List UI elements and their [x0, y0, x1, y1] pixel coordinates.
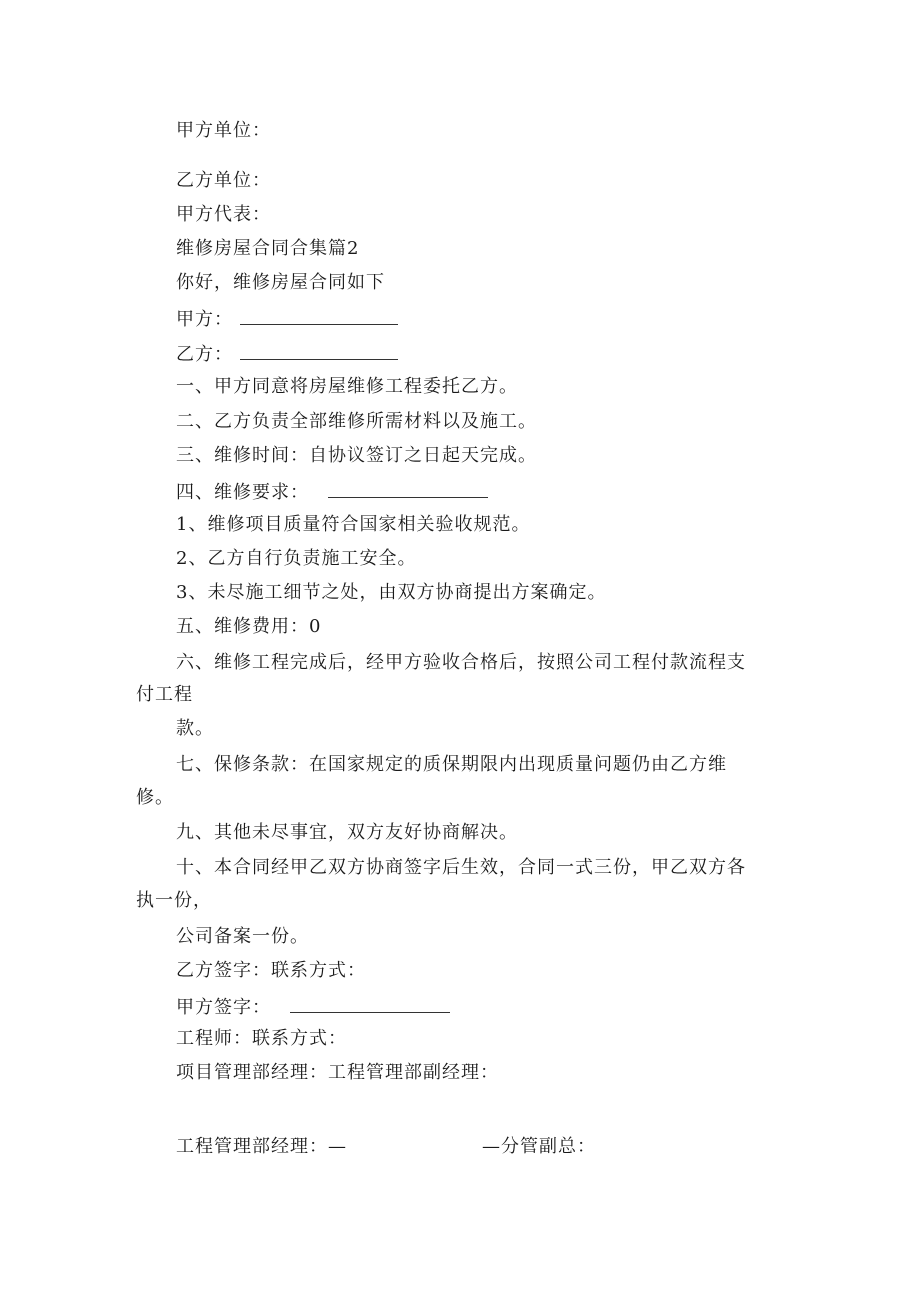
- engineer-contact: 工程师：联系方式：: [176, 1028, 347, 1049]
- clause-9: 九、其他未尽事宜，双方友好协商解决。: [176, 822, 518, 843]
- party-a-blank: [240, 306, 398, 325]
- clause-4-blank: [328, 479, 488, 498]
- party-a-signature-blank: [290, 994, 450, 1013]
- party-a-label: 甲方：: [176, 309, 233, 330]
- party-b-label: 乙方：: [176, 344, 233, 365]
- clause-10-line-1: 十、本合同经甲乙双方协商签字后生效，合同一式三份，甲乙双方各: [176, 857, 746, 878]
- clause-10-line-2: 执一份，: [136, 890, 212, 911]
- party-a-line: [176, 306, 398, 331]
- engineering-manager: 工程管理部经理：—: [176, 1136, 347, 1157]
- clause-7-line-2: 修。: [136, 787, 174, 808]
- clause-1: 一、甲方同意将房屋维修工程委托乙方。: [176, 376, 518, 397]
- party-a-signature-label: 甲方签字：: [176, 997, 271, 1018]
- greeting: 你好，维修房屋合同如下: [176, 272, 385, 293]
- party-b-blank: [240, 341, 398, 360]
- party-a-signature-line: [176, 994, 450, 1019]
- clause-4-label: 四、维修要求：: [176, 482, 309, 503]
- clause-4-line: [176, 479, 488, 504]
- requirement-3: 3、未尽施工细节之处，由双方协商提出方案确定。: [176, 582, 607, 603]
- party-a-unit: 甲方单位：: [176, 120, 271, 141]
- section-title: 维修房屋合同合集篇2: [176, 238, 360, 259]
- clause-6-line-1: 六、维修工程完成后，经甲方验收合格后，按照公司工程付款流程支: [176, 652, 746, 673]
- clause-5: 五、维修费用：0: [176, 616, 322, 637]
- requirement-2: 2、乙方自行负责施工安全。: [176, 548, 417, 569]
- clause-10-line-3: 公司备案一份。: [176, 926, 309, 947]
- party-b-signature: 乙方签字：联系方式：: [176, 960, 366, 981]
- party-b-unit: 乙方单位：: [176, 170, 271, 191]
- party-a-representative: 甲方代表：: [176, 204, 271, 225]
- clause-6-line-3: 款。: [176, 718, 214, 739]
- clause-7-line-1: 七、保修条款：在国家规定的质保期限内出现质量问题仍由乙方维: [176, 754, 727, 775]
- clause-2: 二、乙方负责全部维修所需材料以及施工。: [176, 411, 537, 432]
- clause-3: 三、维修时间：自协议签订之日起天完成。: [176, 445, 537, 466]
- project-manager-line: 项目管理部经理：工程管理部副经理：: [176, 1062, 499, 1083]
- deputy-general-manager: —分管副总：: [482, 1136, 596, 1157]
- requirement-1: 1、维修项目质量符合国家相关验收规范。: [176, 514, 531, 535]
- clause-6-line-2: 付工程: [136, 684, 193, 705]
- party-b-line: [176, 341, 398, 366]
